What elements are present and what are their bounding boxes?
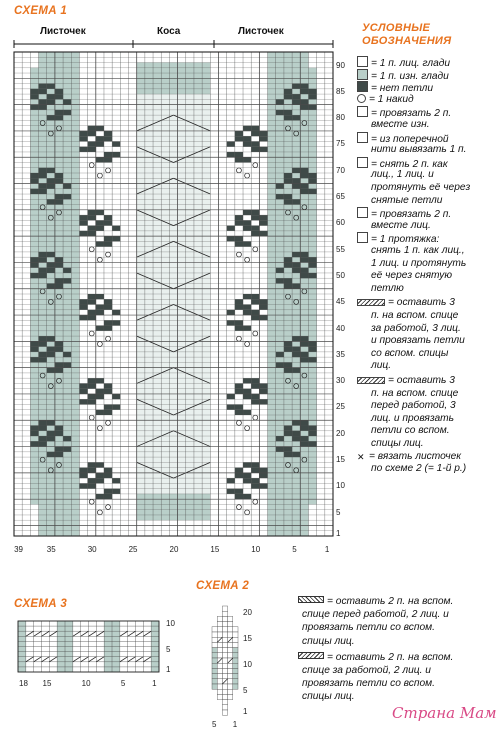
legend-skp-icon (357, 232, 368, 243)
legend-line (357, 169, 500, 182)
legend-bottom-line (298, 596, 498, 609)
legend-line (357, 348, 500, 361)
s3-col-tick: 5 (120, 679, 126, 688)
legend-line (357, 463, 500, 476)
legend-line (357, 119, 500, 132)
row-tick: 60 (336, 218, 345, 228)
legend-bottom-text: спице перед работой, 2 лиц. и (302, 609, 449, 621)
legend-line (357, 323, 500, 336)
legend-text: лиц., 1 лиц. и (371, 169, 434, 181)
legend-bottom-line (298, 622, 500, 635)
legend-text: со вспом. спицы (371, 347, 449, 359)
legend-line (357, 258, 500, 271)
legend-bottom-line (298, 691, 500, 704)
legend-line (357, 413, 500, 426)
legend-text: = 1 п. изн. глади (371, 70, 449, 82)
legend-text: лиц. и провязать (371, 412, 454, 424)
row-tick: 80 (336, 113, 345, 123)
watermark: Страна Мам (392, 704, 497, 722)
legend-text: = 1 накид (369, 93, 414, 105)
legend-line (357, 438, 500, 451)
legend-bottom-text: провязать петли со вспом. (302, 622, 435, 634)
legend-text: её через снятую (371, 270, 453, 282)
legend-bottom-text: провязать петли со вспом. (302, 678, 435, 689)
legend-bottom-text: спицы лиц. (302, 691, 355, 703)
legend-text: = снять 2 п. как (371, 158, 448, 170)
col-tick: 15 (210, 545, 220, 554)
legend-bottom-line (298, 665, 500, 678)
cable-2-back-icon (298, 652, 324, 659)
col-tick: 35 (46, 545, 56, 554)
legend-line (357, 182, 500, 195)
legend-line (357, 310, 500, 323)
legend-bottom-line (298, 609, 500, 622)
legend-line (357, 335, 500, 348)
row-tick: 10 (336, 481, 345, 491)
col-tick: 20 (169, 545, 179, 554)
section-label-braid: Коса (157, 26, 181, 37)
legend-m1-icon (357, 132, 368, 143)
row-tick: 50 (336, 270, 345, 280)
legend-text: лиц. (371, 360, 392, 372)
legend-text: вместе изн. (371, 119, 430, 130)
row-tick: 35 (336, 349, 345, 359)
legend-line (357, 360, 500, 373)
legend-text: и провязать петли (371, 335, 465, 347)
legend-text: вместе лиц. (371, 219, 431, 231)
legend-text: = провязать 2 п. (371, 209, 452, 221)
legend-none-icon (357, 81, 368, 92)
scheme2-title: СХЕМА 2 (196, 580, 250, 592)
col-tick: 25 (128, 545, 138, 554)
row-tick: 1 (336, 528, 341, 538)
legend-bottom-line (298, 636, 500, 649)
cable-2-front-icon (298, 596, 324, 603)
s2-col-tick: 1 (232, 720, 238, 729)
row-tick: 45 (336, 297, 345, 307)
legend-text: = оставить 3 (388, 375, 455, 386)
legend-line (357, 400, 500, 413)
s3-col-tick: 1 (152, 679, 157, 688)
legend-text: = 1 протяжка: (371, 234, 440, 246)
legend-text: петлю (371, 282, 404, 294)
col-tick: 1 (324, 545, 330, 554)
col-tick: 39 (14, 545, 23, 554)
legend-text: протянуть её через (371, 182, 471, 193)
row-tick: 75 (336, 139, 345, 149)
section-label-leaf-right: Листочек (238, 26, 284, 37)
legend-title-2: ОБОЗНАЧЕНИЯ (362, 35, 452, 47)
legend-text: = вязать листочек (369, 450, 462, 462)
legend-bottom-text: = оставить 2 п. на вспом. (327, 596, 454, 607)
legend-title-1: УСЛОВНЫЕ (362, 22, 431, 34)
s3-row-tick: 1 (166, 664, 171, 674)
s2-row-tick: 5 (243, 686, 248, 696)
legend-leaf-icon: ✕ (357, 451, 365, 462)
legend-bottom-text: = оставить 2 п. на вспом. (327, 651, 454, 663)
s2-row-tick: 15 (243, 634, 252, 644)
row-tick: 90 (336, 60, 345, 70)
legend-bottom-line (298, 652, 498, 665)
s3-row-tick: 5 (166, 644, 171, 654)
legend-knit-icon (357, 56, 368, 67)
legend-text: = нет петли (371, 83, 434, 95)
col-tick: 30 (87, 545, 97, 554)
s2-row-tick: 1 (243, 707, 248, 716)
legend-line (357, 388, 500, 401)
legend-k2tog-icon (357, 207, 368, 218)
s3-col-tick: 18 (19, 679, 28, 688)
legend-line (357, 195, 500, 208)
legend-yo-icon (357, 94, 366, 103)
s2-row-tick: 10 (243, 660, 252, 670)
row-tick: 30 (336, 376, 345, 386)
legend-text: 1 лиц. и протянуть (371, 257, 467, 269)
s3-row-tick: 10 (166, 619, 175, 628)
legend-line (357, 245, 500, 258)
s2-row-tick: 20 (243, 608, 252, 618)
legend-text: спицы лиц. (371, 438, 424, 449)
row-tick: 85 (336, 86, 345, 96)
legend-p2tog-icon (357, 106, 368, 117)
legend-line (357, 283, 500, 296)
legend-text: = оставить 3 (388, 297, 455, 309)
row-tick: 70 (336, 165, 345, 175)
scheme1-title: СХЕМА 1 (14, 5, 68, 17)
legend-text: за работой, 3 лиц. (371, 322, 461, 334)
legend-text: нити вывязать 1 п. (371, 144, 467, 156)
legend-k2p-icon (357, 157, 368, 168)
legend-text: п. на вспом. спице (371, 387, 459, 399)
row-tick: 5 (336, 507, 341, 517)
legend-line (357, 144, 500, 157)
row-tick: 40 (336, 323, 345, 333)
col-tick: 10 (251, 545, 261, 554)
legend-line (357, 375, 497, 388)
legend-text: по схеме 2 (= 1-й р.) (371, 463, 467, 475)
legend-bottom-line (298, 678, 500, 691)
legend-line (357, 451, 497, 464)
section-brackets (14, 40, 333, 48)
s3-col-tick: 15 (42, 679, 52, 688)
legend-text: снять 1 п. как лиц., (371, 245, 465, 256)
section-label-leaf-left: Листочек (40, 26, 86, 37)
legend-line (357, 94, 497, 107)
row-tick: 55 (336, 244, 345, 254)
legend-text: = провязать 2 п. (371, 108, 452, 120)
col-tick: 5 (292, 545, 297, 554)
row-tick: 65 (336, 192, 345, 202)
legend-text: п. на вспом. спице (371, 310, 459, 321)
row-tick: 20 (336, 428, 345, 438)
legend-purl-icon (357, 69, 368, 80)
legend-c3f-icon (357, 377, 385, 384)
legend-text: перед работой, 3 (371, 400, 456, 412)
s3-col-tick: 10 (81, 679, 91, 688)
row-tick: 15 (336, 455, 345, 465)
legend-bottom-text: спицы лиц. (302, 635, 355, 647)
legend-text: = 1 п. лиц. глади (371, 58, 451, 69)
legend-line (357, 297, 497, 310)
row-tick: 25 (336, 402, 345, 412)
legend-bottom-text: спице за работой, 2 лиц. и (302, 664, 431, 676)
legend-text: петли со вспом. (371, 425, 450, 437)
legend-text: = из поперечной (371, 133, 449, 145)
legend-line (357, 220, 500, 233)
legend-line (357, 270, 500, 283)
legend-text: снятые петли (371, 194, 443, 206)
legend-c3b-icon (357, 299, 385, 306)
s2-col-tick: 5 (212, 720, 217, 729)
scheme3-title: СХЕМА 3 (14, 598, 68, 610)
legend-line (357, 425, 500, 438)
